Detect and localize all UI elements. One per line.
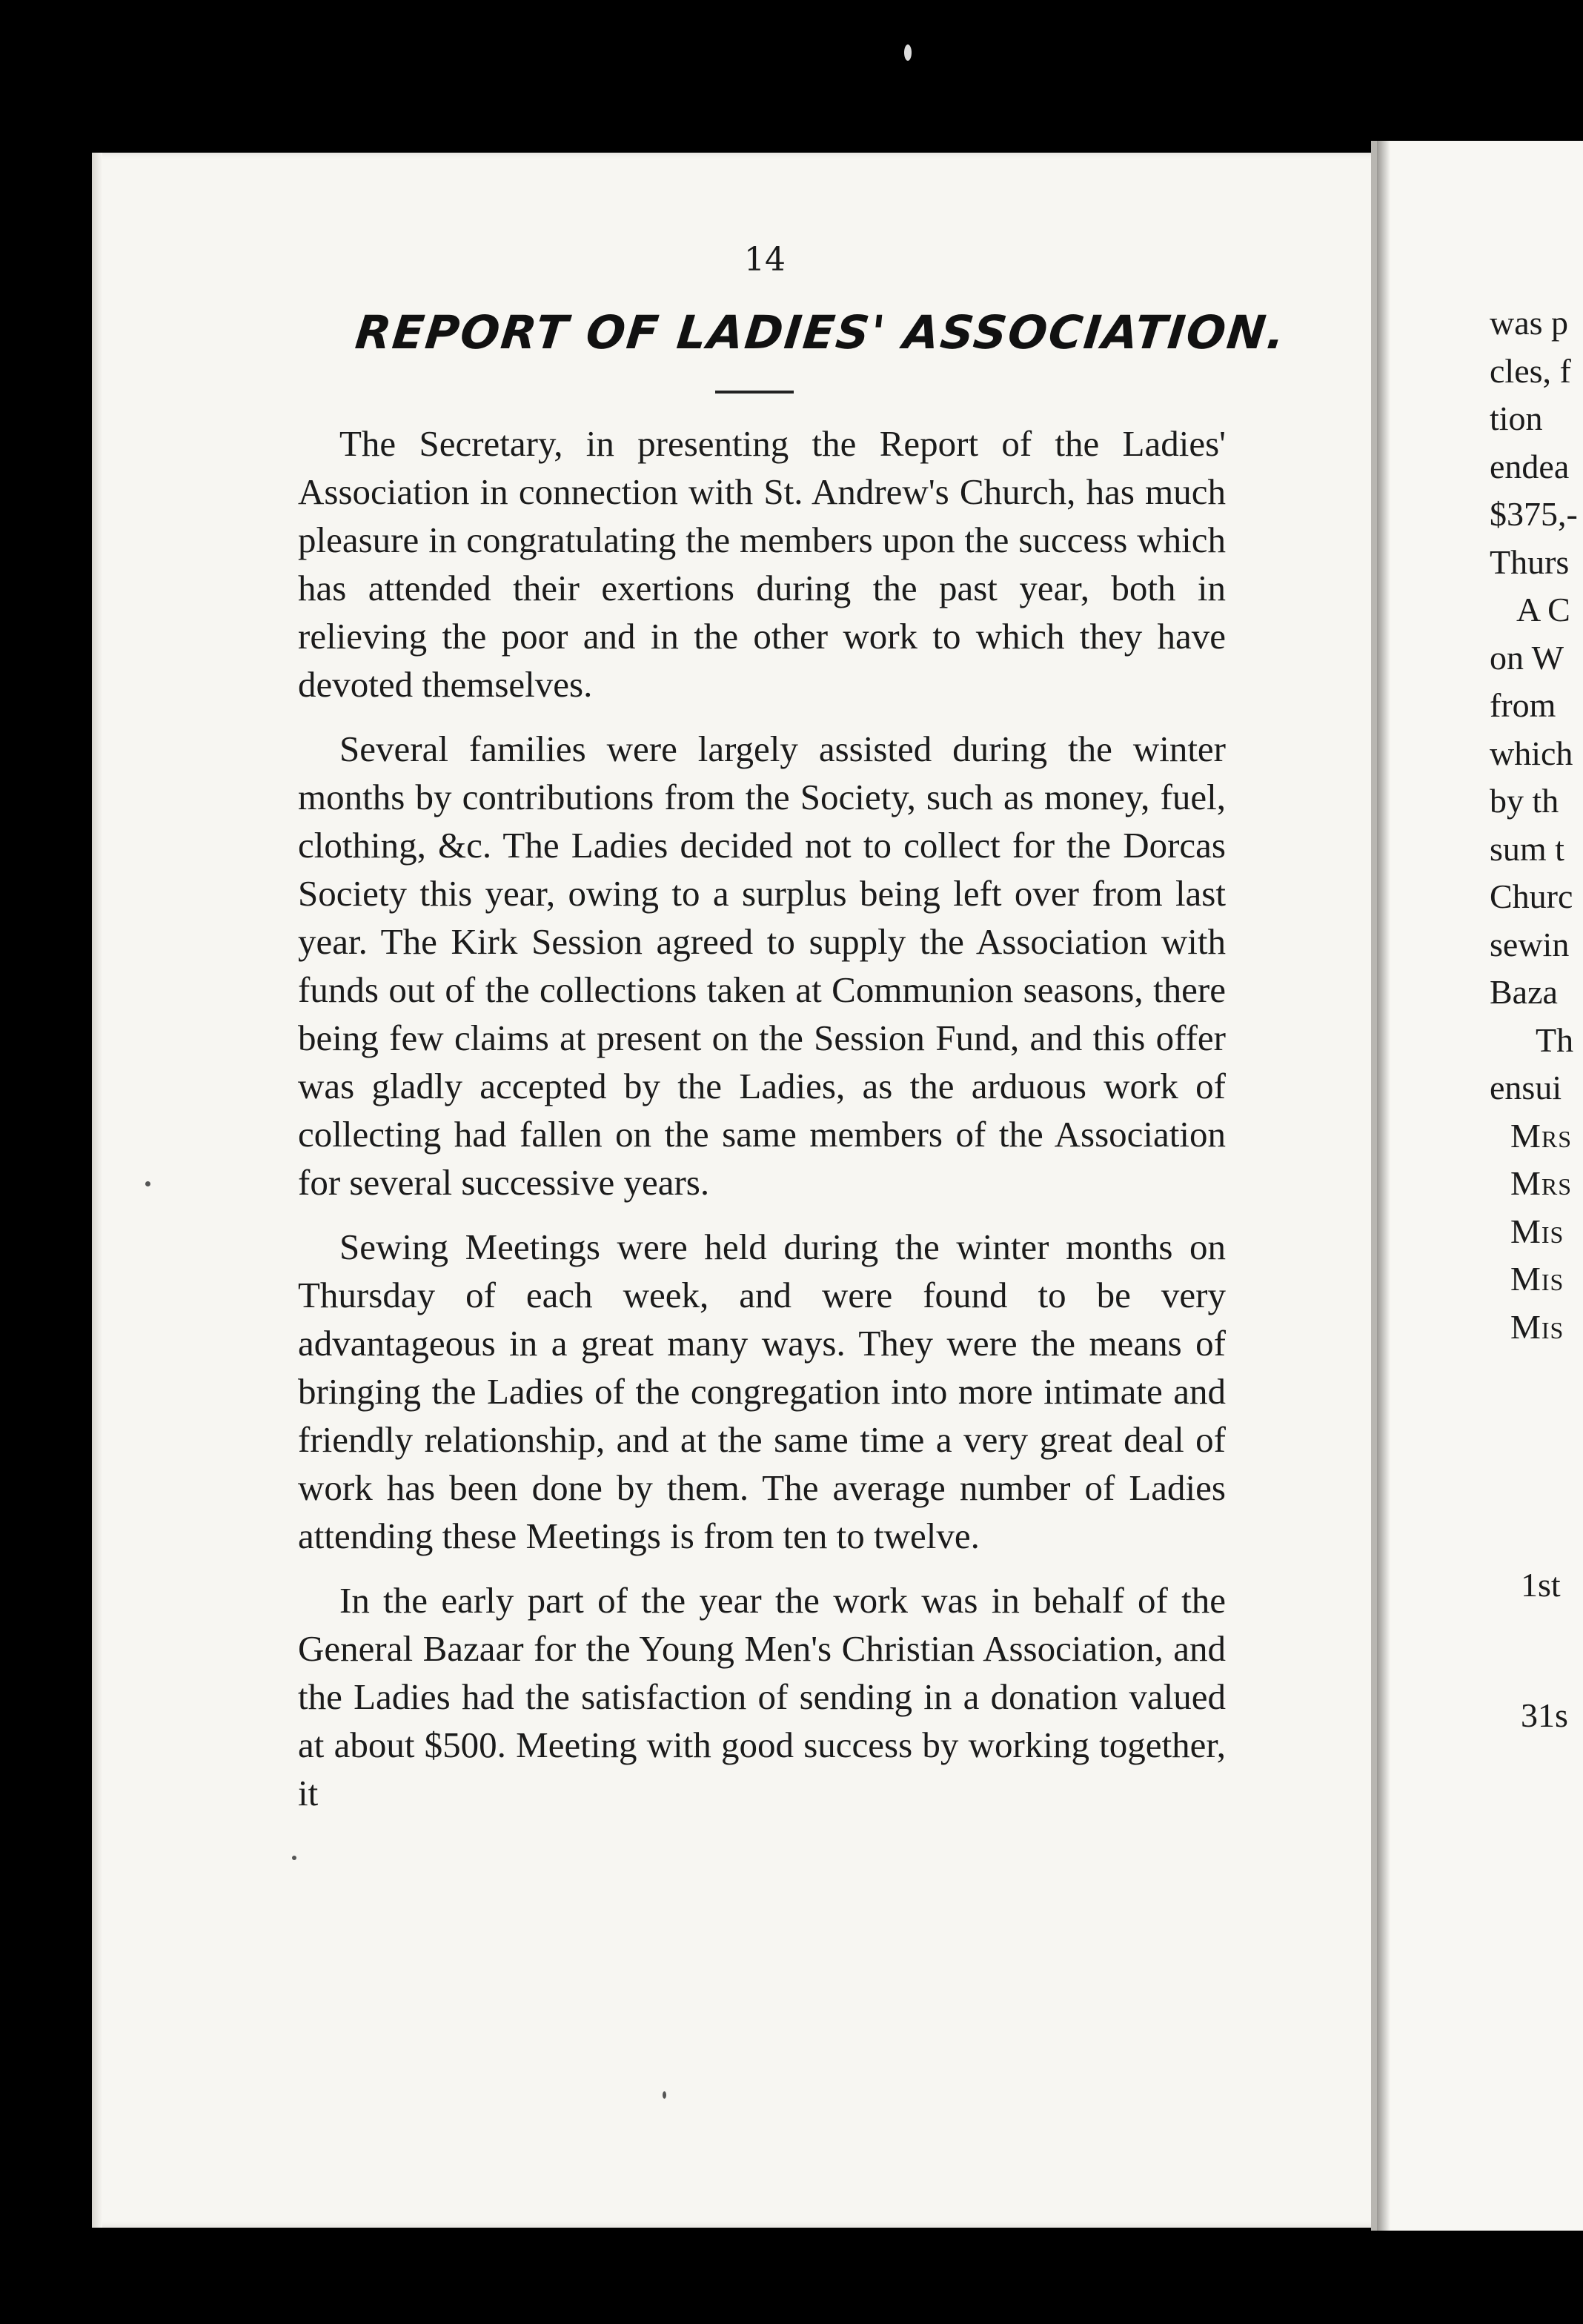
fragment-line: which (1490, 734, 1573, 772)
page-number: 14 (744, 241, 786, 279)
report-body (298, 419, 1226, 1833)
fragment-line: ensui (1490, 1069, 1562, 1106)
scan-speck (663, 2091, 666, 2099)
fragment-line: Mis (1510, 1260, 1564, 1298)
page-title: REPORT OF LADIES' ASSOCIATION. (353, 305, 1290, 359)
fragment-date-1: 1st (1521, 1566, 1561, 1604)
fragment-line: Churc (1490, 877, 1573, 915)
fragment-line: Thurs (1490, 542, 1570, 581)
fragment-line: $375,- (1490, 495, 1578, 533)
fragment-line: by th (1490, 782, 1559, 820)
fragment-line: Th (1536, 1020, 1574, 1059)
fragment-line: Mrs (1510, 1164, 1573, 1202)
fragment-line: A C (1516, 591, 1570, 628)
fragment-line: cles, f (1490, 351, 1571, 390)
fragment-line: Mis (1510, 1307, 1564, 1346)
fragment-date-2: 31s (1521, 1696, 1568, 1734)
paragraph-3: Sewing Meetings were held during the winter months on Thursday of each week, and were found to be very advantageous in a great many ways. They were the means of bringing the Ladies of the congregation into more intimate and friendly relationship, and at the same time a very great deal of work has been done by them. The average number of Ladies attending these Meetings is from ten to twelve. (298, 1226, 1226, 1556)
fragment-line: sewin (1490, 925, 1570, 963)
paragraph-2: Several families were largely assisted during the winter months by contributions from the Society, such as money, fuel, clothing, &c. The Ladies decided not to collect for the Dorcas Society this year, owing to a surplus being left over from last year. The Kirk Session agreed to supply the Association with funds out of the collections taken at Communion seasons, there being few claims at present on the Session Fund, and this offer was gladly accepted by the Ladies, as the arduous work of collecting had fallen on the same members of the Association for several successive years. (298, 728, 1226, 1203)
paragraph-4: In the early part of the year the work was in behalf of the General Bazaar for the Young Men's Christian Association, and the Ladies had the satisfaction of sending in a donation valued at about $500. Meeting with good success by working together, it (298, 1580, 1226, 1813)
fragment-line: endea (1490, 447, 1570, 485)
fragment-line: from (1490, 686, 1556, 724)
fragment-line: tion (1490, 399, 1543, 437)
fragment-line: was p (1490, 304, 1569, 342)
fragment-line: Baza (1490, 973, 1558, 1011)
scan-speck (904, 44, 912, 61)
fragment-line: sum t (1490, 829, 1564, 868)
fragment-line: Mrs (1510, 1116, 1573, 1155)
paragraph-1: The Secretary, in presenting the Report of the Ladies' Association in connection with St. Andrew's Church, has much pleasure in congratulating the members upon the success which has attended their exertions during the past year, both in relieving the poor and in the other work to which they have devoted themselves. (298, 423, 1226, 705)
fragment-line: Mis (1510, 1212, 1564, 1250)
title-rule (715, 391, 794, 394)
scan-speck (145, 1181, 150, 1186)
scan-speck (292, 1856, 296, 1860)
next-page-fragment (1490, 299, 1578, 1351)
fragment-line: on W (1490, 638, 1564, 677)
